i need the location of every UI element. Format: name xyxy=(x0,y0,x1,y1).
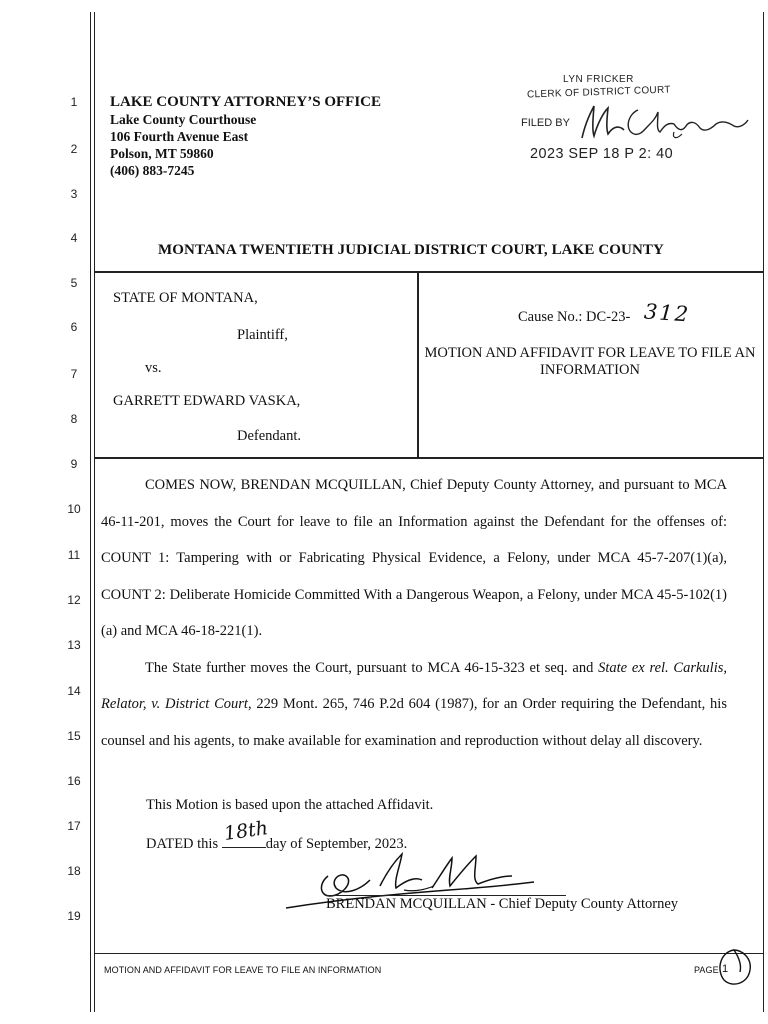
caption-divider xyxy=(417,271,419,458)
plaintiff-role: Plaintiff, xyxy=(237,327,288,343)
motion-paragraph-2 xyxy=(101,650,727,760)
line-number: 11 xyxy=(67,548,81,562)
caption-bottom-rule xyxy=(95,457,763,459)
dated-prefix: DATED this xyxy=(146,836,219,852)
dated-suffix: day of September, 2023. xyxy=(265,836,408,852)
motion-body xyxy=(101,467,727,759)
line-number: 17 xyxy=(67,819,81,833)
left-margin-rule-outer xyxy=(90,12,91,1012)
line-number: 4 xyxy=(70,231,78,245)
filed-by-signature xyxy=(578,100,750,144)
motion-paragraph-3: This Motion is based upon the attached Affidavit. xyxy=(146,797,434,813)
footer-rule xyxy=(95,953,763,954)
line-number: 19 xyxy=(67,909,81,923)
line-number: 1 xyxy=(70,95,78,109)
case-citation: State ex rel. Carkulis, Relator, v. District Court xyxy=(101,659,727,712)
attorney-office-block xyxy=(110,94,381,179)
motion-title: MOTION AND AFFIDAVIT FOR LEAVE TO FILE AN INFORMATION xyxy=(424,345,756,378)
filed-by-label: FILED BY xyxy=(521,117,570,129)
line-number: 5 xyxy=(70,276,78,290)
line-number: 6 xyxy=(70,320,78,334)
office-street: 106 Fourth Avenue East xyxy=(110,129,249,144)
line-number: 8 xyxy=(70,412,78,426)
line-number: 9 xyxy=(70,457,78,471)
line-number: 15 xyxy=(67,729,81,743)
line-number: 12 xyxy=(67,593,81,607)
office-phone: (406) 883-7245 xyxy=(110,163,195,178)
right-margin-rule xyxy=(763,12,764,1012)
page-number-circle-mark xyxy=(712,946,756,990)
signer-name-title: BRENDAN MCQUILLAN - Chief Deputy County Attorney xyxy=(326,896,679,912)
defendant-name: GARRETT EDWARD VASKA, xyxy=(113,393,301,409)
line-number: 3 xyxy=(70,187,78,201)
cause-number-handwritten: 312 xyxy=(643,299,691,327)
dated-day-blank xyxy=(222,817,270,848)
line-number: 14 xyxy=(67,684,81,698)
office-city: Polson, MT 59860 xyxy=(110,146,214,161)
line-number: 18 xyxy=(67,864,81,878)
left-margin-rule-inner xyxy=(94,12,95,1012)
clerk-signature-drawing xyxy=(578,100,750,144)
versus-text: vs. xyxy=(145,360,162,376)
line-number: 13 xyxy=(67,638,81,652)
motion-paragraph-1: COMES NOW, BRENDAN MCQUILLAN, Chief Deputy County Attorney, and pursuant to MCA 46-11-201, moves the Court for leave to file an Information against the Defendant for the offenses of: COUNT 1: Tampering with or Fabricating Physical Evidence, a Felony, under MCA 45-7-207(1)(a), COUNT 2: Deliberate Homicide Committed With a Dangerous Weapon, a Felony, under MCA 45-5-102(1)(a) and MCA 46-18-221(1). xyxy=(101,477,727,639)
dated-day-handwritten: 18th xyxy=(222,817,270,845)
caption-top-rule xyxy=(95,271,763,273)
clerk-name: LYN FRICKER xyxy=(563,74,634,85)
line-number: 7 xyxy=(70,367,78,381)
filing-date-time: 2023 SEP 18 P 2: 40 xyxy=(529,145,674,162)
line-number: 2 xyxy=(70,142,78,156)
clerk-title: CLERK OF DISTRICT COURT xyxy=(526,84,671,101)
footer-title: MOTION AND AFFIDAVIT FOR LEAVE TO FILE AN INFORMATION xyxy=(104,965,382,975)
office-name: LAKE COUNTY ATTORNEY’S OFFICE xyxy=(110,94,382,110)
footer-page-label: PAGE xyxy=(694,965,719,975)
line-number: 10 xyxy=(67,502,81,516)
cause-number-label: Cause No.: DC-23- xyxy=(518,309,631,325)
line-number: 16 xyxy=(67,774,81,788)
defendant-role: Defendant. xyxy=(237,428,302,444)
plaintiff-name: STATE OF MONTANA, xyxy=(113,290,258,306)
paragraph-2-lead: The State further moves the Court, pursuant to MCA 46-15-323 et seq. and xyxy=(145,659,594,676)
footer-page-number: 1 xyxy=(722,963,729,975)
paragraph-2-tail: , 229 Mont. 265, 746 P.2d 604 (1987), for an Order requiring the Defendant, his counsel and his agents, to make available for examination and reproduction without delay all discovery. xyxy=(101,696,727,749)
court-title: MONTANA TWENTIETH JUDICIAL DISTRICT COURT, LAKE COUNTY xyxy=(158,242,664,258)
office-building: Lake County Courthouse xyxy=(110,112,257,127)
